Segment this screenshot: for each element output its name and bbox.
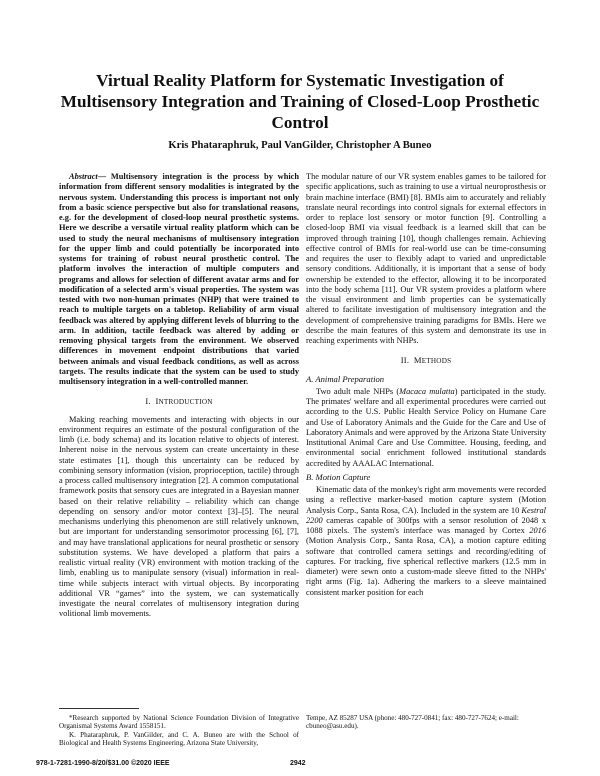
motion-text: (Motion Analysis Corp., Santa Rosa, CA), a motion capture editing software that controlled camera settings and recording/editing of captures. For tracking, five spherical reflective markers (12.5 mm in diameter) were sewn onto a custom-made sleeve fitted to the NHPs' right arms (Fig. 1a). Adhering the markers to a sleeve maintained consistent marker position for each <box>306 536 546 597</box>
subsection-heading-motion-capture: B. Motion Capture <box>306 471 371 482</box>
section-cap: M <box>413 355 422 366</box>
right-column <box>306 172 546 598</box>
abstract <box>59 172 299 387</box>
subsection-heading-animal-preparation: A. Animal Preparation <box>306 373 385 384</box>
abstract-dash: — <box>97 172 111 181</box>
page-number: 2942 <box>290 760 306 767</box>
footnote-rule <box>59 708 139 709</box>
section-rest: ETHODS <box>421 357 452 366</box>
paper-title: Virtual Reality Platform for Systematic Investigation of Multisensory Integration and Training of Closed-Loop Prosthetic Control <box>60 71 540 132</box>
section-cap: I <box>155 396 159 407</box>
motion-text: Kinematic data of the monkey's right arm movements were recorded using a reflective marker-based motion capture system (Motion Analysis Corp., Santa Rosa, CA). Included in the system are 10 <box>306 485 546 515</box>
motion-text: cameras capable of 300fps with a sensor resolution of 2048 x 1088 pixels. The system's interface was managed by Cortex <box>306 515 546 535</box>
footnote-funding: *Research supported by National Science Foundation Division of Integrative Organismal Systems Award 1558151. <box>59 714 299 731</box>
abstract-text: Multisensory integration is the process by which information from different sensory modalities is integrated by the nervous system. Understanding this process is important not only from a basic science perspective but also for translational reasons, e.g. for the development of closed-loop neural prosthetic systems. Here we describe a versatile virtual reality platform which can be used to study the neural mechanisms of multisensory integration for the upper limb and could potentially be incorporated into systems for training of robust neural prosthetic control. The platform involves the interaction of multiple computers and programs and allows for selection of different avatar arms and for modification of a selected arm's visual properties. The system was tested with two non-human primates (NHP) that were trained to reach to multiple targets on a tabletop. Reliability of arm visual feedback was altered by applying different levels of blurring to the arm. In addition, tactile feedback was altered by adding or removing physical targets from the environment. We observed differences in movement endpoint distributions that varied between animals and visual feedback conditions, as well as across targets. The results indicate that the system can be used to study multisensory integration in a well-controlled manner. <box>59 172 299 386</box>
camera-model: Kestral 2200 <box>306 505 546 525</box>
intro-paragraph-continued: The modular nature of our VR system enables games to be tailored for specific applications, such as training to use a virtual neuroprosthesis or brain machine interface (BMI) [8]. BMIs aim to accurately and reliably translate neural recordings into control signals for external effectors in order to replace lost sensory or motor function [9]. Controlling a closed-loop BMI via visual feedback is a learned skill that can be improved through training [10], though challenges remain. Achieving effective control of BMIs for real-world use can be time-consuming and requires the user to flexibly adapt to varied and unpredictable sensory conditions. Additionally, it is important that a sense of body ownership be extended to the effector, allowing it to be incorporated into the body schema [11]. Our VR system provides a platform where the visual environment and limb properties can be systematically altered to facilitate investigation of multisensory integration and the development of comprehensive training paradigms for BMIs. Here we describe the main features of this system and demonstrate its use in reaching experiments with NHPs. <box>306 172 546 345</box>
software-version: 2016 <box>529 526 546 535</box>
section-heading-introduction <box>59 396 299 407</box>
motion-paragraph <box>306 485 546 598</box>
animal-paragraph <box>306 387 546 469</box>
animal-text: ) participated in the study. The primates' welfare and all experimental procedures were carried out according to the U.S. Public Health Service Policy on Humane Care and Use of Laboratory Animals and the Guide for the Care and Use of Laboratory Animals and were approved by the Arizona State University Institutional Animal Care and Use Committee. Housing, feeding, and environmental social enrichment followed institutional standards accredited by AAALAC International. <box>306 386 546 468</box>
abstract-label: Abstract <box>69 172 98 181</box>
footnote-right <box>306 714 546 731</box>
isbn-copyright: 978-1-7281-1990-8/20/$31.00 ©2020 IEEE <box>36 760 170 767</box>
intro-paragraph: Making reaching movements and interacting with objects in our environment requires an estimate of the postural configuration of the limb (i.e. body schema) and its location relative to objects of interest. Inherent noise in the nervous system can create uncertainty in these state estimates [1], though this uncertainty can be reduced by combining sensory information (vision, proprioception, tactile) through a process called multisensory integration [2]. A common computational framework posits that sensory cues are integrated in a Bayesian manner based on their relative reliability – reliability which can change depending on sensory and/or motor context [3]–[5]. The neural mechanisms underlying this phenomenon are still relatively unknown, but are important for understanding sensorimotor processing [6], [7], and may have translational applications for neural prosthetic or sensory substitution systems. We have developed a platform that pairs a realistic virtual reality (VR) environment with motion tracking of the limb, enabling us to manipulate sensory (visual) information in real-time while subjects interact with virtual objects. By incorporating additional VR “games” into the system, we can systematically investigate the neural correlates of multisensory integration during volitional limb movements. <box>59 414 299 619</box>
species-name: Macaca mulatta <box>399 386 455 396</box>
section-numeral: II. <box>400 355 410 366</box>
left-column <box>59 172 299 620</box>
section-rest: NTRODUCTION <box>158 398 213 407</box>
footnote-affiliation: K. Phataraphruk, P. VanGilder, and C. A. Buneo are with the School of Biological and Health Systems Engineering, Arizona State University, <box>59 730 299 748</box>
footnote-contact: Tempe, AZ 85287 USA (phone: 480-727-0841; fax: 480-727-7624; e-mail: cbuneo@asu.edu). <box>306 714 519 731</box>
section-numeral: I. <box>145 396 151 407</box>
animal-text: Two adult male NHPs ( <box>316 386 400 396</box>
section-heading-methods <box>306 355 546 366</box>
footnote-left <box>59 714 299 748</box>
author-list: Kris Phataraphruk, Paul VanGilder, Christopher A Buneo <box>168 140 432 151</box>
